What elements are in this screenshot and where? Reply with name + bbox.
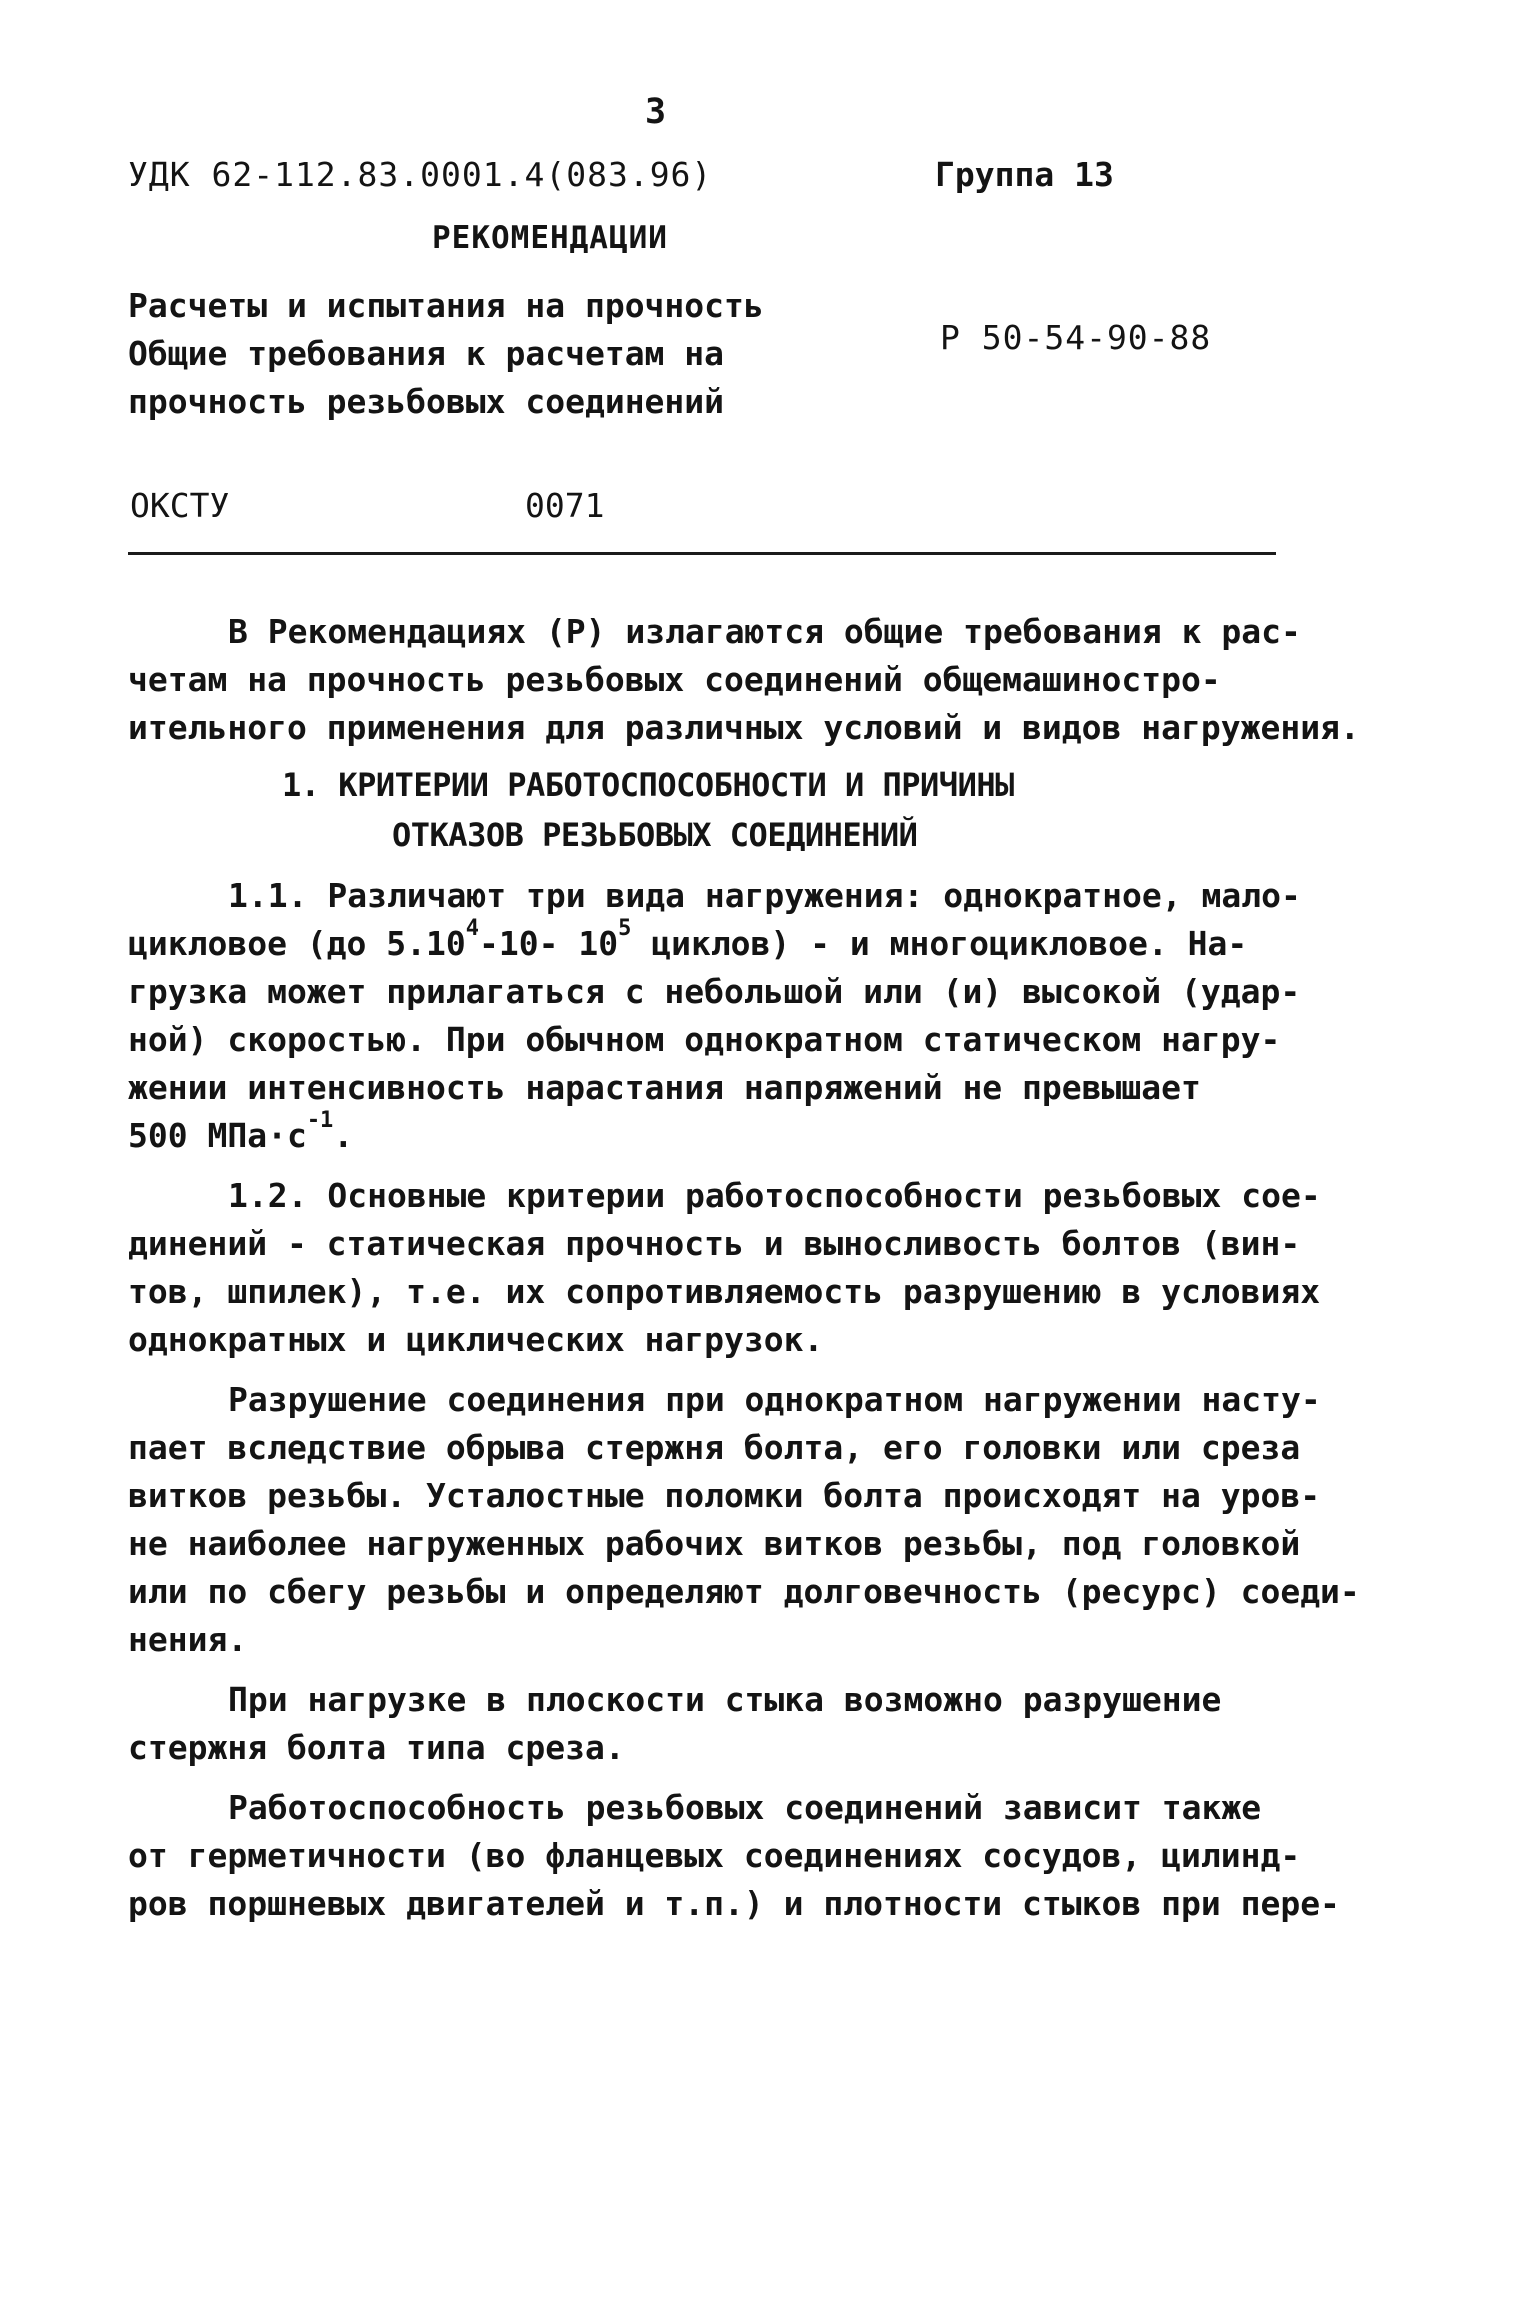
- paragraph-line: Разрушение соединения при однократном нагружении насту-: [228, 1380, 1321, 1419]
- p12-line: однократных и циклических нагрузок.: [128, 1320, 824, 1359]
- p11-line: 500 $МПа\cdot с^{-1}$.: [128, 1108, 354, 1155]
- paragraph-line: от герметичности (во фланцевых соединениях сосудов, цилинд-: [128, 1836, 1301, 1875]
- title-line: Расчеты и испытания на прочность: [128, 286, 764, 325]
- paragraph-line: не наиболее нагруженных рабочих витков резьбы, под головкой: [128, 1524, 1301, 1563]
- paragraph-line: пает вследствие обрыва стержня болта, его головки или среза: [128, 1428, 1301, 1467]
- paragraph-line: При нагрузке в плоскости стыка возможно разрушение: [228, 1680, 1222, 1719]
- header-divider: [128, 552, 1276, 555]
- p12-line: тов, шпилек), т.е. их сопротивляемость разрушению в условиях: [128, 1272, 1321, 1311]
- p11-line: цикловое (до 5.10$^4$-10- $10^5$ циклов) - и многоцикловое. На-: [128, 916, 1248, 963]
- p11-line: грузка может прилагаться с небольшой или (и) высокой (удар-: [128, 972, 1301, 1011]
- p11-line: жении интенсивность нарастания напряжений не превышает: [128, 1068, 1201, 1107]
- paragraph-line: нения.: [128, 1620, 248, 1659]
- page-number: 3: [645, 92, 667, 132]
- paragraph-line: Работоспособность резьбовых соединений зависит также: [228, 1788, 1262, 1827]
- title-line: прочность резьбовых соединений: [128, 382, 725, 421]
- paragraph-line: стержня болта типа среза.: [128, 1728, 625, 1767]
- intro-line: четам на прочность резьбовых соединений общемашиностро-: [128, 660, 1221, 699]
- p11-line: 1.1. Различают три вида нагружения: однократное, мало-: [228, 876, 1301, 915]
- paragraph-line: витков резьбы. Усталостные поломки болта происходят на уров-: [128, 1476, 1321, 1515]
- document-title: [128, 282, 764, 426]
- document-number: Р 50-54-90-88: [940, 318, 1212, 357]
- section-title: 1. КРИТЕРИИ РАБОТОСПОСОБНОСТИ И ПРИЧИНЫ: [282, 766, 1014, 804]
- paragraph-line: ров поршневых двигателей и т.п.) и плотности стыков при пере-: [128, 1884, 1340, 1923]
- intro-line: В Рекомендациях (Р) излагаются общие требования к рас-: [228, 612, 1301, 651]
- intro-line: ительного применения для различных условий и видов нагружения.: [128, 708, 1360, 747]
- okstu-label: ОКСТУ: [130, 486, 230, 525]
- udk-code: УДК 62-112.83.0001.4(083.96): [128, 155, 713, 194]
- section-title: ОТКАЗОВ РЕЗЬБОВЫХ СОЕДИНЕНИЙ: [392, 816, 918, 854]
- title-line: Общие требования к расчетам на: [128, 334, 725, 373]
- p12-line: 1.2. Основные критерии работоспособности резьбовых сое-: [228, 1176, 1321, 1215]
- okstu-code: 0071: [525, 486, 605, 525]
- p12-line: динений - статическая прочность и выносливость болтов (вин-: [128, 1224, 1301, 1263]
- p11-line: ной) скоростью. При обычном однократном статическом нагру-: [128, 1020, 1281, 1059]
- paragraph-line: или по сбегу резьбы и определяют долговечность (ресурс) соеди-: [128, 1572, 1360, 1611]
- document-type: РЕКОМЕНДАЦИИ: [432, 220, 668, 256]
- group-label: Группа 13: [935, 155, 1114, 194]
